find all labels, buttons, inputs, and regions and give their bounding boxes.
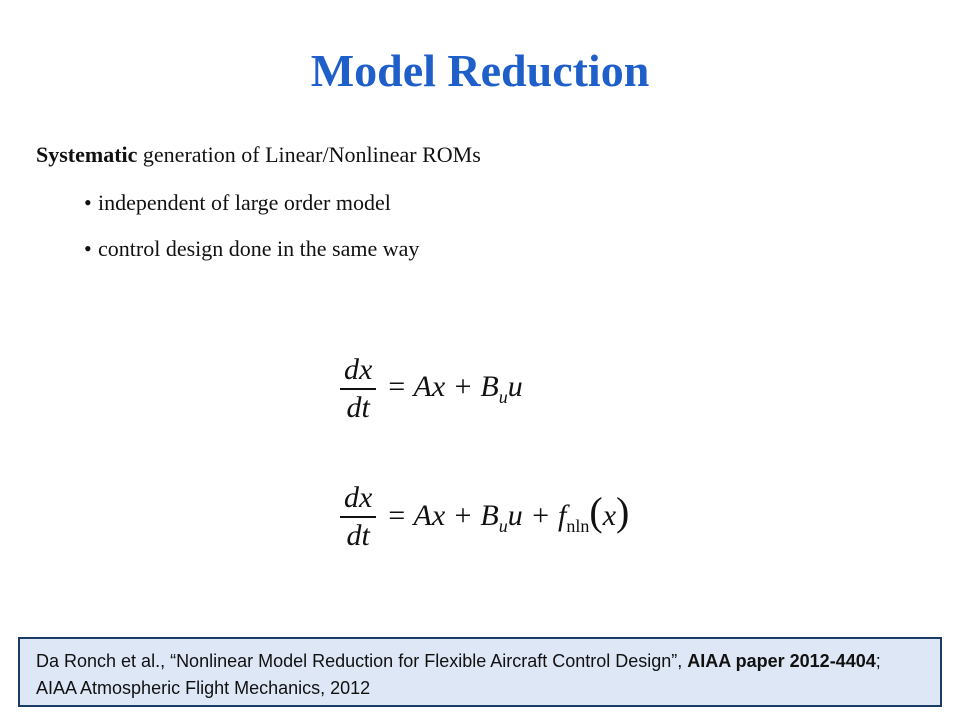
fraction-denominator: dt (346, 391, 370, 424)
fraction-numerator: dx (344, 353, 373, 386)
bullet-text-1: independent of large order model (98, 190, 391, 215)
derivative-fraction (340, 352, 376, 426)
rhs-subscript-nln: nln (566, 516, 590, 536)
rhs-subscript: u (498, 516, 508, 536)
rhs-part: = Ax + B (386, 370, 499, 403)
reference-text-2: ; AIAA Atmospheric Flight Mechanics, 2012 (36, 651, 881, 698)
intro-bold: Systematic (36, 142, 138, 167)
bullet-icon: • (84, 190, 92, 215)
fraction-numerator: dx (344, 481, 373, 514)
equation-rhs (386, 370, 522, 408)
equation-linear (340, 352, 523, 426)
rhs-part: u (507, 370, 523, 403)
bullet-item-1 (84, 190, 391, 216)
bullet-icon: • (84, 236, 92, 261)
intro-rest: generation of Linear/Nonlinear ROMs (137, 142, 481, 167)
equation-nonlinear (340, 480, 629, 554)
reference-text-1: Da Ronch et al., “Nonlinear Model Reduction for Flexible Aircraft Control Design”, (36, 651, 688, 671)
reference-bold: AIAA paper 2012-4404 (687, 651, 876, 671)
derivative-fraction (340, 480, 376, 554)
bullet-text-2: control design done in the same way (98, 236, 420, 261)
reference-box (18, 637, 942, 707)
page-title: Model Reduction (310, 45, 650, 96)
intro-line (36, 142, 481, 168)
equation-rhs (386, 489, 630, 537)
rhs-part: = Ax + B (386, 499, 499, 532)
rhs-argument: x (602, 499, 617, 532)
paren-close: ) (616, 489, 630, 534)
rhs-subscript: u (498, 387, 508, 407)
paren-open: ( (589, 489, 603, 534)
bullet-item-2 (84, 236, 419, 262)
fraction-denominator: dt (346, 519, 370, 552)
rhs-part: u + f (507, 499, 567, 532)
